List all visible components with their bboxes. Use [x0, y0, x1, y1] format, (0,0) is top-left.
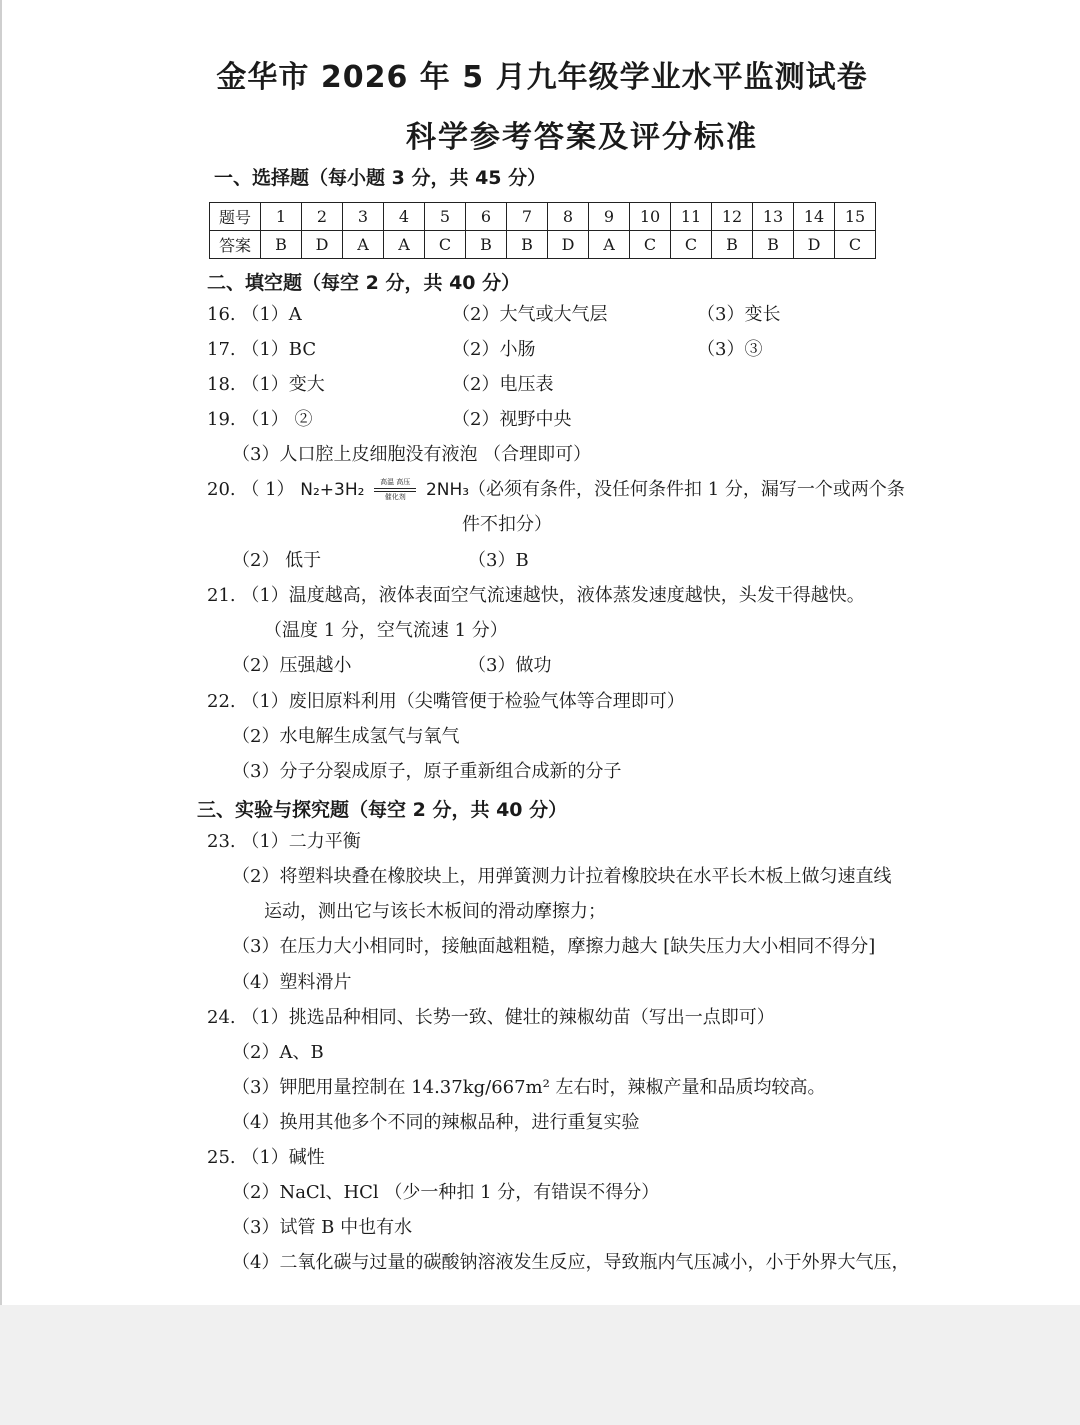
table-cell: C: [835, 231, 876, 259]
answer-line: 19. （1） ②: [207, 409, 313, 430]
table-cell: A: [343, 231, 384, 259]
table-cell: 14: [794, 203, 835, 231]
table-row: [210, 231, 876, 259]
table-cell-label: 答案: [210, 231, 261, 259]
answer-line: （3）B: [468, 550, 529, 571]
answer-line: （2）将塑料块叠在橡胶块上，用弹簧测力计拉着橡胶块在水平长木板上做匀速直线: [232, 866, 892, 887]
table-cell: A: [589, 231, 630, 259]
table-cell: 1: [261, 203, 302, 231]
answer-note: （必须有条件，没任何条件扣 1 分，漏写一个或两个条: [468, 479, 905, 500]
table-cell: B: [466, 231, 507, 259]
table-cell: 5: [425, 203, 466, 231]
table-cell: 4: [384, 203, 425, 231]
section3-heading: 三、实验与探究题（每空 2 分，共 40 分）: [197, 799, 568, 821]
answer-line: 25. （1）碱性: [207, 1147, 325, 1168]
answer-line: （3）人口腔上皮细胞没有液泡 （合理即可）: [232, 444, 592, 465]
table-cell: D: [794, 231, 835, 259]
table-cell: B: [261, 231, 302, 259]
table-cell: 8: [548, 203, 589, 231]
table-cell: 10: [630, 203, 671, 231]
answer-line: 17. （1）BC: [207, 339, 317, 360]
answer-line: 16. （1）A: [207, 304, 302, 325]
table-cell: 7: [507, 203, 548, 231]
section2-heading: 二、填空题（每空 2 分，共 40 分）: [207, 272, 521, 294]
table-cell: 3: [343, 203, 384, 231]
table-cell: C: [671, 231, 712, 259]
table-cell: C: [630, 231, 671, 259]
answer-line: （4）二氧化碳与过量的碳酸钠溶液发生反应，导致瓶内气压减小，小于外界大气压，: [232, 1252, 910, 1273]
table-cell: B: [507, 231, 548, 259]
table-cell: 11: [671, 203, 712, 231]
table-cell: A: [384, 231, 425, 259]
answer-line: 24. （1）挑选品种相同、长势一致、健壮的辣椒幼苗（写出一点即可）: [207, 1007, 775, 1028]
answer-line: （3）在压力大小相同时，接触面越粗糙，摩擦力越大 [缺失压力大小相同不得分]: [232, 936, 876, 957]
table-cell: B: [712, 231, 753, 259]
table-cell: 13: [753, 203, 794, 231]
answer-line: （3）钾肥用量控制在 14.37kg/667m² 左右时，辣椒产量和品质均较高。: [232, 1077, 826, 1098]
answer-line: （4）换用其他多个不同的辣椒品种，进行重复实验: [232, 1112, 640, 1133]
answer-line: （2）大气或大气层: [452, 304, 608, 325]
answer-line: 22. （1）废旧原料利用（尖嘴管便于检验气体等合理即可）: [207, 691, 685, 712]
section1-heading: 一、选择题（每小题 3 分，共 45 分）: [214, 167, 547, 189]
table-cell: 12: [712, 203, 753, 231]
answer-note: 件不扣分）: [462, 514, 552, 535]
answer-line: （2）小肠: [452, 339, 536, 360]
answer-line: （4）塑料滑片: [232, 972, 352, 993]
condition-top: 高温 高压: [380, 478, 411, 486]
answer-table: [209, 202, 876, 259]
viewer-background: [0, 1305, 1080, 1425]
table-cell: 15: [835, 203, 876, 231]
answer-note: （温度 1 分，空气流速 1 分）: [264, 620, 508, 641]
answer-line: （2）视野中央: [452, 409, 572, 430]
table-cell: 2: [302, 203, 343, 231]
page-title: 金华市 2026 年 5 月九年级学业水平监测试卷: [216, 60, 868, 95]
condition-bottom: 催化剂: [384, 493, 406, 501]
answer-line: （3）做功: [468, 655, 552, 676]
answer-line: （2）NaCl、HCl （少一种扣 1 分，有错误不得分）: [232, 1182, 660, 1203]
answer-line: （2）水电解生成氢气与氧气: [232, 726, 460, 747]
answer-line: 18. （1）变大: [207, 374, 325, 395]
answer-line: （3）③: [697, 339, 763, 360]
table-cell: 9: [589, 203, 630, 231]
equation-left: N₂+3H₂: [300, 480, 365, 500]
answer-line: （3）试管 B 中也有水: [232, 1217, 413, 1238]
table-cell: B: [753, 231, 794, 259]
answer-line: （3）变长: [697, 304, 781, 325]
answer-line: （2）电压表: [452, 374, 554, 395]
table-row: [210, 203, 876, 231]
answer-line: （2）压强越小: [232, 655, 352, 676]
answer-line: 运动，测出它与该长木板间的滑动摩擦力；: [264, 901, 606, 922]
answer-line: 21. （1）温度越高，液体表面空气流速越快，液体蒸发速度越快，头发干得越快。: [207, 585, 865, 606]
answer-line: （2）A、B: [232, 1042, 324, 1063]
table-cell-label: 题号: [210, 203, 261, 231]
reaction-condition-arrow: [372, 480, 418, 500]
table-cell: D: [302, 231, 343, 259]
answer-line: 23. （1）二力平衡: [207, 831, 361, 852]
answer-line-equation: [207, 478, 469, 502]
table-cell: 6: [466, 203, 507, 231]
answer-line: （3）分子分裂成原子，原子重新组合成新的分子: [232, 761, 622, 782]
table-cell: C: [425, 231, 466, 259]
page-subtitle: 科学参考答案及评分标准: [406, 120, 758, 155]
answer-line: （2） 低于: [232, 550, 322, 571]
table-cell: D: [548, 231, 589, 259]
question-prefix: 20. （ 1）: [207, 479, 295, 500]
equation-right: 2NH₃: [425, 480, 470, 500]
